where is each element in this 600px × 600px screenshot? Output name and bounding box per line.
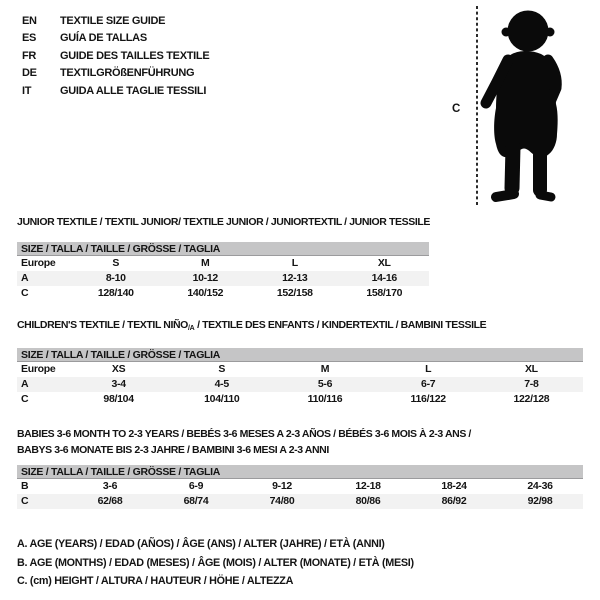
table-cell: 98/104 [103, 393, 134, 405]
table-cell: 92/98 [527, 495, 553, 507]
babies-table-title [17, 426, 471, 458]
table-cell: 6-7 [421, 378, 436, 390]
language-code: ES [22, 32, 37, 45]
row-label: C [21, 393, 29, 405]
language-row-it [22, 83, 209, 100]
table-cell: 140/152 [187, 287, 224, 299]
table-row [17, 362, 583, 377]
language-label: TEXTILE SIZE GUIDE [60, 15, 166, 27]
children-size-table [17, 348, 583, 407]
language-code: IT [22, 84, 32, 97]
babies-title-line2: BABYS 3-6 MONATE BIS 2-3 JAHRE / BAMBINI 3-6 MESI A 2-3 ANNI [17, 444, 329, 456]
table-cell: L [291, 257, 298, 269]
babies-title-line1: BABIES 3-6 MONTH TO 2-3 YEARS / BEBÉS 3-6 MESES A 2-3 AÑOS / BÉBÉS 3-6 MOIS À 2-3 ANS / [17, 428, 471, 440]
title-text: / TEXTILE DES ENFANTS / KINDERTEXTIL / BAMBINI TESSILE [194, 319, 487, 331]
legend [17, 535, 414, 591]
table-cell: 10-12 [192, 272, 218, 284]
language-row-en [22, 13, 209, 30]
language-label: GUÍA DE TALLAS [60, 32, 147, 45]
table-cell: 6-9 [188, 480, 204, 492]
table-cell: 18-24 [441, 480, 467, 492]
language-row-de [22, 65, 209, 82]
table-cell: XL [377, 257, 391, 269]
table-cell: 5-6 [317, 378, 333, 390]
row-label: C [21, 495, 29, 507]
language-row-fr [22, 48, 209, 65]
junior-table-title: JUNIOR TEXTILE / TEXTIL JUNIOR/ TEXTILE JUNIOR / JUNIORTEXTIL / JUNIOR TESSILE [17, 216, 430, 228]
table-cell: 3-6 [102, 480, 118, 492]
size-header-bar: SIZE / TALLA / TAILLE / GRÖSSE / TAGLIA [17, 348, 583, 362]
table-cell: 128/140 [97, 287, 134, 299]
title-text: CHILDREN'S TEXTILE / TEXTIL NIÑO [17, 319, 188, 331]
size-header-bar: SIZE / TALLA / TAILLE / GRÖSSE / TAGLIA [17, 465, 583, 479]
table-cell: M [201, 257, 210, 269]
table-cell: S [218, 363, 226, 375]
table-cell: 8-10 [105, 272, 126, 284]
table-cell: 24-36 [527, 480, 553, 492]
table-cell: 158/170 [366, 287, 403, 299]
size-header-bar: SIZE / TALLA / TAILLE / GRÖSSE / TAGLIA [17, 242, 429, 256]
table-cell: 7-8 [524, 378, 539, 390]
table-cell: 86/92 [441, 495, 467, 507]
table-cell: 80/86 [355, 495, 381, 507]
table-cell: 116/122 [410, 393, 446, 405]
table-row [17, 256, 429, 271]
row-label: A [21, 378, 29, 390]
table-cell: 9-12 [272, 480, 292, 492]
table-cell: M [320, 363, 330, 375]
row-label: B [21, 480, 29, 492]
table-cell: 152/158 [276, 287, 313, 299]
language-label: GUIDA ALLE TAGLIE TESSILI [60, 84, 207, 97]
table-cell: L [425, 363, 432, 375]
table-cell: S [112, 257, 120, 269]
table-cell: 14-16 [371, 272, 397, 284]
language-row-es [22, 30, 209, 47]
language-code: DE [22, 67, 37, 80]
table-row [17, 494, 583, 509]
table-row [17, 377, 583, 392]
table-row [17, 392, 583, 407]
row-label: Europe [21, 257, 56, 269]
table-cell: 62/68 [97, 495, 123, 507]
language-label: GUIDE DES TAILLES TEXTILE [60, 49, 210, 62]
table-cell: 3-4 [111, 378, 126, 390]
height-measure-label: C [452, 103, 461, 115]
table-row [17, 286, 429, 301]
table-cell: XL [524, 363, 538, 375]
table-cell: 68/74 [183, 495, 209, 507]
row-label: A [21, 272, 29, 284]
table-cell: 12-13 [282, 272, 308, 284]
language-code: FR [22, 49, 37, 62]
table-cell: XS [111, 363, 126, 375]
language-list [22, 13, 209, 100]
row-label: C [21, 287, 29, 299]
table-row [17, 479, 583, 494]
table-cell: 110/116 [307, 393, 343, 405]
baby-silhouette [468, 2, 598, 212]
legend-line-age-years: A. AGE (YEARS) / EDAD (AÑOS) / ÂGE (ANS) / ALTER (JAHRE) / ETÀ (ANNI) [17, 538, 385, 550]
language-label: TEXTILGRÖßENFÜHRUNG [60, 67, 195, 80]
language-code: EN [22, 15, 37, 27]
table-cell: 122/128 [513, 393, 550, 405]
legend-line-age-months: B. AGE (MONTHS) / EDAD (MESES) / ÂGE (MOIS) / ALTER (MONATE) / ETÀ (MESI) [17, 556, 414, 569]
row-label: Europe [21, 363, 56, 375]
junior-size-table [17, 242, 429, 301]
table-cell: 104/110 [204, 393, 240, 405]
babies-size-table [17, 465, 583, 509]
table-cell: 12-18 [355, 480, 381, 492]
table-cell: 4-5 [214, 378, 229, 390]
children-table-title [17, 319, 486, 332]
table-row [17, 271, 429, 286]
legend-line-height: C. (cm) HEIGHT / ALTURA / HAUTEUR / HÖHE / ALTEZZA [17, 575, 294, 588]
baby-figure [486, 11, 558, 198]
title-subscript: /A [187, 325, 195, 332]
table-cell: 74/80 [269, 495, 295, 507]
